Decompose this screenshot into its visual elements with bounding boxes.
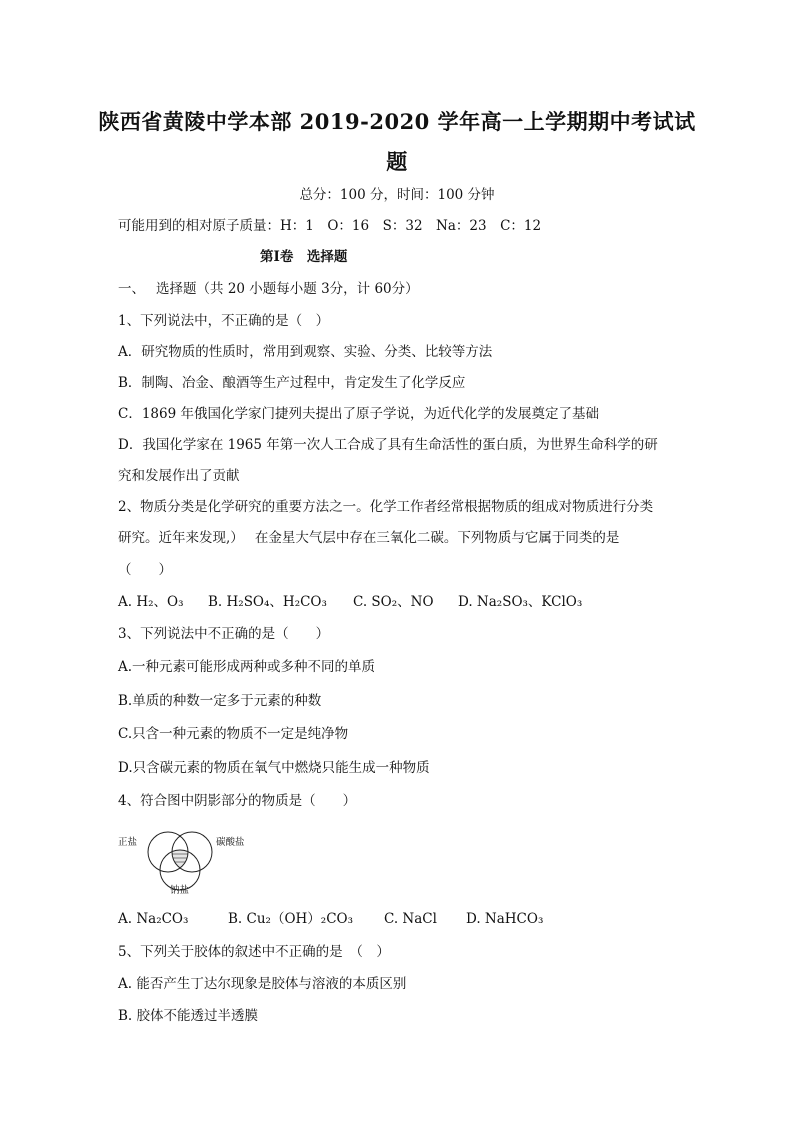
- q2-options: [118, 593, 698, 611]
- q2-stem-line-2: 研究。近年来发现,） 在金星大气层中存在三氧化二碳。下列物质与它属于同类的是: [118, 530, 620, 546]
- q1-option-d-line-2: 究和发展作出了贡献: [118, 468, 240, 484]
- q1-option-a: A．研究物质的性质时，常用到观察、实验、分类、比较等方法: [118, 344, 493, 360]
- q1-option-b: B．制陶、冶金、酿酒等生产过程中，肯定发生了化学反应: [118, 375, 466, 391]
- exam-title-line-2: 题: [386, 149, 408, 174]
- q4-option-c: C. NaCl: [384, 911, 437, 927]
- q4-option-d: D. NaHCO₃: [466, 911, 544, 927]
- q1-stem: 1、下列说法中，不正确的是（ ）: [118, 313, 330, 329]
- q5-option-a: A. 能否产生丁达尔现象是胶体与溶液的本质区别: [118, 976, 407, 992]
- venn-label-left: 正盐: [118, 837, 138, 848]
- atomic-mass-info: 可能用到的相对原子质量：H：1 O：16 S：32 Na：23 C：12: [118, 218, 542, 234]
- q1-option-c: C．1869 年俄国化学家门捷列夫提出了原子学说，为近代化学的发展奠定了基础: [118, 406, 599, 422]
- score-time-info: 总分：100 分，时间：100 分钟: [299, 187, 495, 203]
- exam-title-line-1: 陕西省黄陵中学本部 2019-2020 学年高一上学期期中考试试: [98, 109, 696, 134]
- q2-option-a: A. H₂、O₃: [118, 594, 184, 610]
- q4-options: [118, 910, 698, 928]
- q2-option-d: D. Na₂SO₃、KClO₃: [458, 594, 583, 610]
- q3-option-a: A.一种元素可能形成两种或多种不同的单质: [118, 659, 376, 675]
- q3-option-b: B.单质的种数一定多于元素的种数: [118, 693, 322, 709]
- q4-option-b: B. Cu₂（OH）₂CO₃: [228, 911, 354, 927]
- q3-option-c: C.只含一种元素的物质不一定是纯净物: [118, 726, 349, 742]
- q3-option-d: D.只含碳元素的物质在氧气中燃烧只能生成一种物质: [118, 760, 430, 776]
- q4-option-a: A. Na₂CO₃: [118, 911, 189, 927]
- q4-stem: 4、符合图中阴影部分的物质是（ ）: [118, 793, 357, 809]
- q2-option-c: C. SO₂、NO: [353, 594, 434, 610]
- q2-option-b: B. H₂SO₄、H₂CO₃: [208, 594, 327, 610]
- exam-title: [90, 102, 704, 182]
- q5-option-b: B. 胶体不能透过半透膜: [118, 1008, 259, 1024]
- q2-stem-line-1: 2、物质分类是化学研究的重要方法之一。化学工作者经常根据物质的组成对物质进行分类: [118, 499, 654, 515]
- part-heading: 第Ⅰ卷 选择题: [260, 249, 348, 265]
- q5-stem: 5、下列关于胶体的叙述中不正确的是 （ ）: [118, 944, 390, 960]
- venn-label-bottom: 钠盐: [170, 885, 190, 896]
- venn-diagram: [118, 826, 258, 896]
- venn-label-right: 碳酸盐: [216, 837, 245, 848]
- q2-stem-line-3: （ ）: [118, 562, 172, 578]
- section-heading: 一、 选择题（共 20 小题每小题 3分，计 60分）: [118, 281, 419, 297]
- q1-option-d-line-1: D．我国化学家在 1965 年第一次人工合成了具有生命活性的蛋白质，为世界生命科学的研: [118, 437, 658, 453]
- q3-stem: 3、下列说法中不正确的是（ ）: [118, 626, 330, 642]
